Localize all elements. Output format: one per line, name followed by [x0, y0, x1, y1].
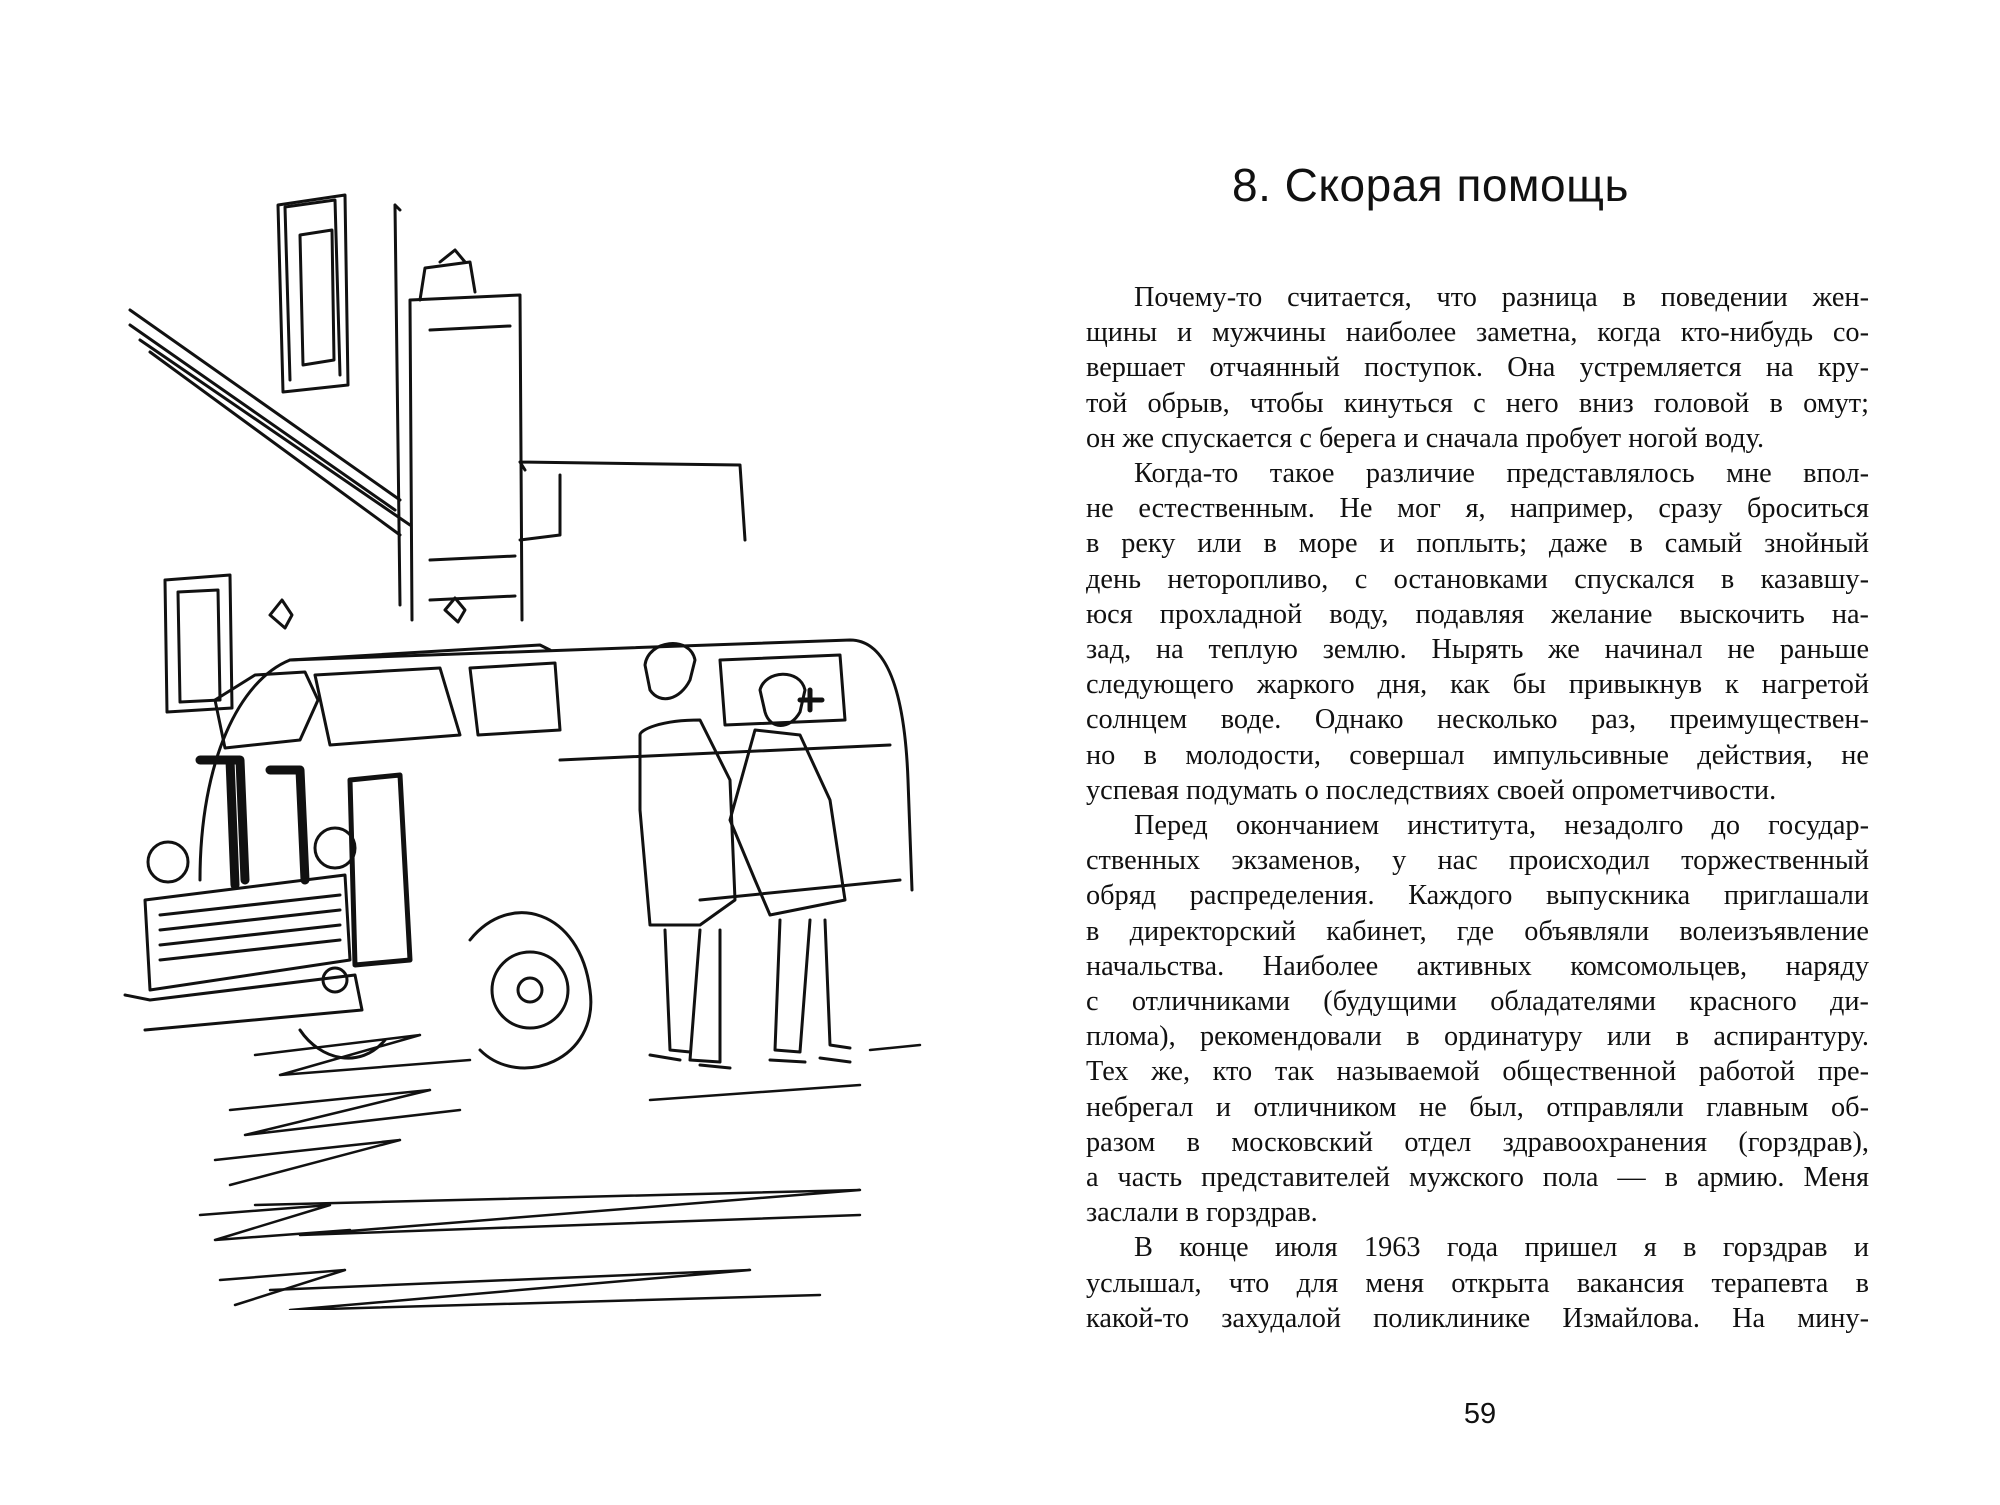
- ground-hatching: [200, 1035, 920, 1310]
- text-line: зад, на теплую землю. Нырять же начинал не раньше: [1086, 634, 1869, 666]
- text-line: Тех же, кто так называемой общественной работой пре-: [1086, 1056, 1869, 1088]
- text-line: какой-то захудалой поликлинике Измайлова. На мину-: [1086, 1302, 1869, 1334]
- text-line: разом в московский отдел здравоохранения (горздрав),: [1086, 1126, 1869, 1158]
- paragraph: [1086, 456, 1869, 808]
- chapter-title: 8. Скорая помощь: [1232, 159, 1629, 211]
- text-line: следующего жаркого дня, как бы привыкнув к нагретой: [1086, 669, 1869, 701]
- text-line: небрегал и отличником не был, отправляли главным об-: [1086, 1091, 1869, 1123]
- text-line: день неторопливо, с остановками спускался в казавшу-: [1086, 563, 1869, 595]
- building-sketch: [130, 195, 745, 712]
- text-line: В конце июля 1963 года пришел я в горздрав и: [1134, 1232, 1869, 1264]
- text-line: Почему-то считается, что разница в поведении жен-: [1134, 282, 1869, 313]
- text-line: в директорский кабинет, где объявляли волеизъявление: [1086, 915, 1869, 947]
- text-line: плома), рекомендовали в ординатуру или в аспирантуру.: [1086, 1021, 1869, 1053]
- text-line: Когда-то такое различие представлялось мне впол-: [1134, 458, 1869, 490]
- text-line: Перед окончанием института, незадолго до государ-: [1134, 810, 1869, 842]
- text-line: солнцем воде. Однако несколько раз, преимуществен-: [1086, 704, 1869, 736]
- text-line: щины и мужчины наиболее заметна, когда кто-нибудь со-: [1086, 317, 1869, 349]
- text-line: успевая подумать о последствиях своей опрометчивости.: [1086, 774, 1777, 806]
- ambulance-van: [125, 598, 912, 1068]
- paragraph: [1086, 1230, 1869, 1336]
- paragraph: [1086, 808, 1869, 1230]
- text-line: обряд распределения. Каждого выпускника приглашали: [1086, 880, 1869, 912]
- text-line: услышал, что для меня открыта вакансия терапевта в: [1086, 1267, 1869, 1299]
- text-line: ственных экзаменов, у нас происходил торжественный: [1086, 845, 1869, 877]
- text-line: юся прохладной воду, подавляя желание выскочить на-: [1086, 598, 1869, 630]
- text-line: не естественным. Не мог я, например, сразу броситься: [1086, 493, 1869, 525]
- chapter-body: [1086, 280, 1869, 1336]
- text-line: заслали в горздрав.: [1086, 1197, 1318, 1229]
- ambulance-illustration: [120, 190, 940, 1310]
- medic-figures: [640, 644, 850, 1068]
- text-line: а часть представителей мужского пола — в армию. Меня: [1086, 1162, 1869, 1194]
- text-line: с отличниками (будущими обладателями красного ди-: [1086, 986, 1869, 1018]
- text-line: вершает отчаянный поступок. Она устремляется на кру-: [1086, 352, 1869, 384]
- text-line: в реку или в море и поплыть; даже в самый знойный: [1086, 528, 1869, 560]
- text-line: начальства. Наиболее активных комсомольцев, наряду: [1086, 950, 1869, 982]
- text-line: той обрыв, чтобы кинуться с него вниз головой в омут;: [1086, 387, 1869, 419]
- text-line: но в молодости, совершал импульсивные действия, не: [1086, 739, 1869, 771]
- page-number: 59: [1463, 1398, 1497, 1430]
- text-line: он же спускается с берега и сначала пробует ногой воду.: [1086, 422, 1765, 454]
- paragraph: [1086, 280, 1869, 456]
